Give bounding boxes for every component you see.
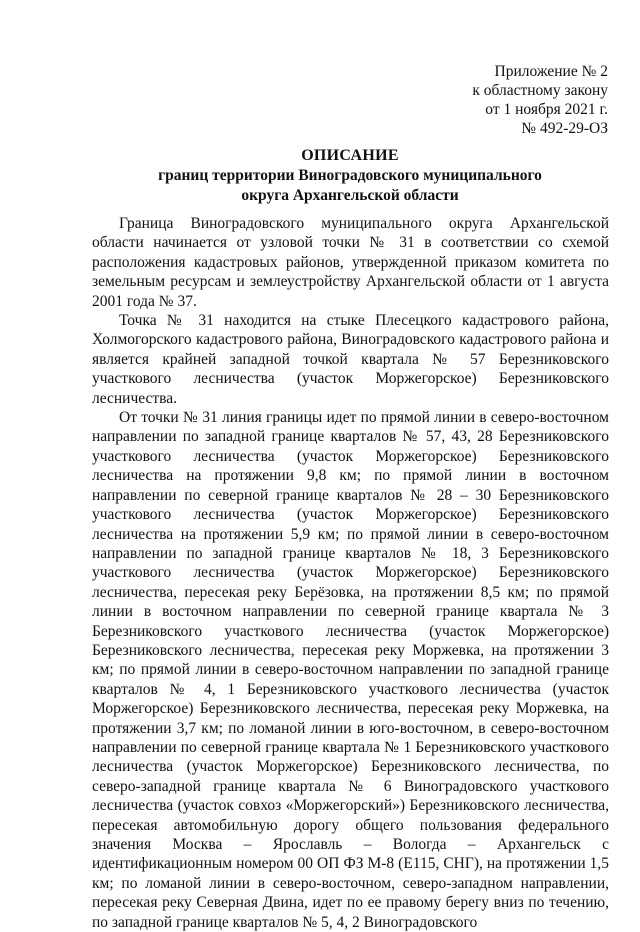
- paragraph-boundary-start: Граница Виноградовского муниципального округа Архангельской области начинается от узловой точки № 31 в соответствии со схемой расположения кадастровых районов, утвержденной приказом комитета по земельным ресурсам и землеустройству Архангельской области от 1 августа 2001 года № 37.: [92, 215, 609, 310]
- document-title: [92, 146, 608, 206]
- appendix-law-reference: к областному закону: [472, 82, 608, 99]
- appendix-law-number: № 492-29-ОЗ: [521, 120, 608, 137]
- title-subline-1: границ территории Виноградовского муниципального: [158, 167, 542, 184]
- paragraph-point-31: Точка № 31 находится на стыке Плесецкого кадастрового района, Холмогорского кадастрового района, Виноградовского кадастрового района и является крайней западной точкой квартала № 57 Березниковского участкового лесничества (участок Моржегорское) Березниковского лесничества.: [92, 312, 609, 407]
- title-heading: ОПИСАНИЕ: [301, 147, 399, 164]
- appendix-number: Приложение № 2: [494, 63, 608, 80]
- appendix-law-date: от 1 ноября 2021 г.: [485, 101, 608, 118]
- paragraph-boundary-line: От точки № 31 линия границы идет по прямой линии в северо-восточном направлении по западной границе кварталов № 57, 43, 28 Березниковского участкового лесничества (участок Моржегорское) Березниковского лесничества на протяжении 9,8 км; по прямой линии в восточном направлении по северной границе кварталов № 28 – 30 Березниковского участкового лесничества (участок Моржегорское) Березниковского лесничества на протяжении 5,9 км; по прямой линии в северо-восточном направлении по западной границе кварталов № 18, 3 Березниковского участкового лесничества (участок Моржегорское) Березниковского лесничества, пересекая реку Берёзовка, на протяжении 8,5 км; по прямой линии в восточном направлении по северной границе квартала № 3 Березниковского участкового лесничества (участок Моржегорское) Березниковского лесничества, пересекая реку Моржевка, на протяжении 3 км; по прямой линии в северо-восточном направлении по западной границе кварталов № 4, 1 Березниковского участкового лесничества (участок Моржегорское) Березниковского лесничества, пересекая реку Моржевка, на протяжении 3,7 км; по ломаной линии в юго-восточном, в северо-восточном направлении по северной границе квартала № 1 Березниковского участкового лесничества (участок Моржегорское) Березниковского лесничества, по северо-западной границе квартала № 6 Виноградовского участкового лесничества (участок совхоз «Моржегорский») Березниковского лесничества, пересекая автомобильную дорогу общего пользования федерального значения Москва – Ярославль – Вологда – Архангельск с идентификационным номером 00 ОП ФЗ М-8 (Е115, СНГ), на протяжении 1,5 км; по ломаной линии в северо-восточном, северо-западном направлении, пересекая реку Северная Двина, идет по ее правому берегу вниз по течению, по западной границе кварталов № 5, 4, 2 Виноградовского: [92, 409, 609, 931]
- document-body: [92, 214, 609, 932]
- title-subline-2: округа Архангельской области: [241, 187, 459, 204]
- appendix-header: [472, 62, 608, 138]
